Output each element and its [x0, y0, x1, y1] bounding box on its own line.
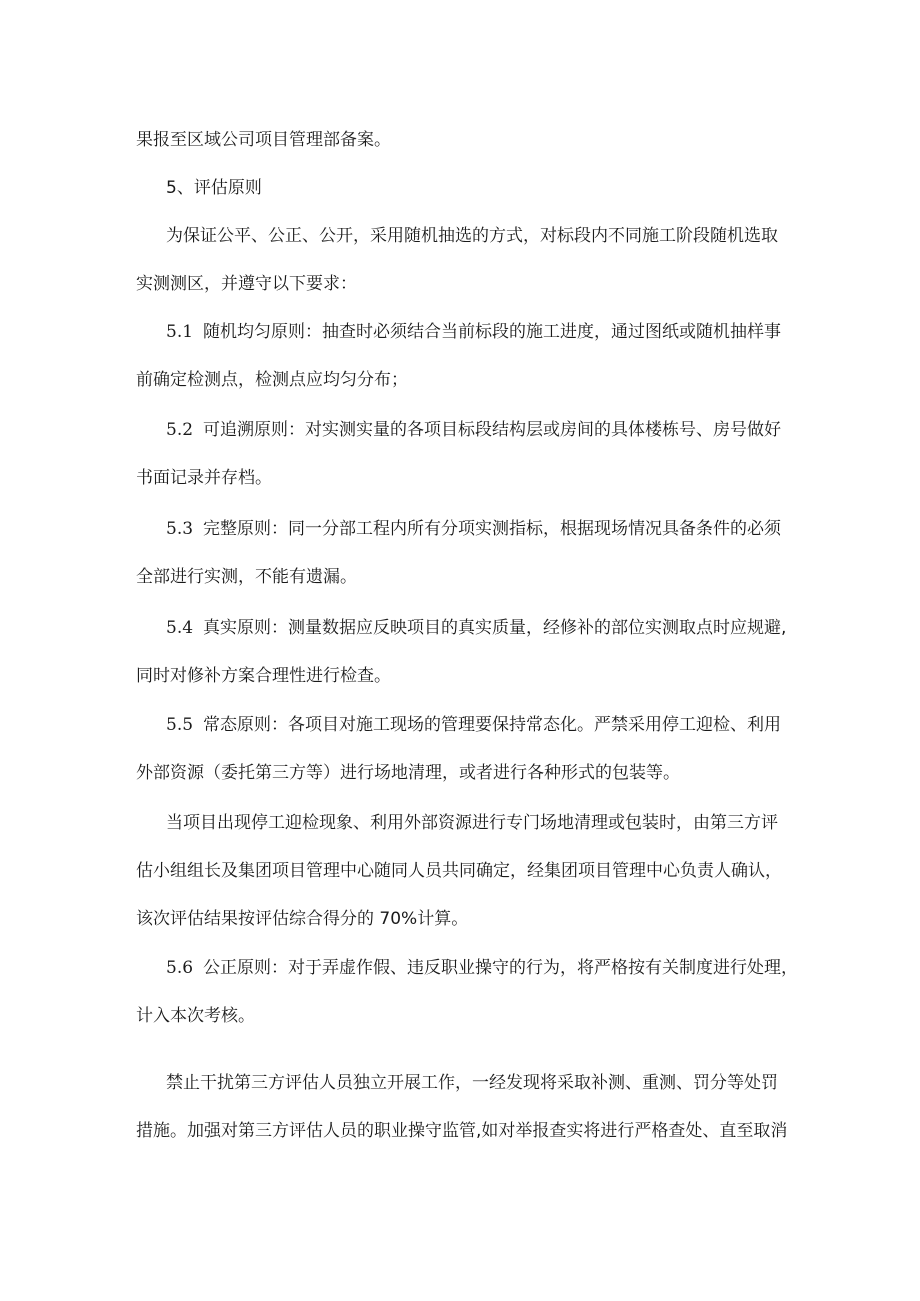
- list-item: [166, 957, 798, 979]
- text-line: 果报至区域公司项目管理部备案。: [136, 130, 391, 150]
- text-line: 该次评估结果按评估综合得分的 70%计算。: [136, 909, 469, 929]
- text-line: 实测测区，并遵守以下要求：: [136, 274, 357, 294]
- text-line: 措施。加强对第三方评估人员的职业操守监管,如对举报查实将进行严格查处、直至取消: [136, 1121, 788, 1141]
- item-number: 5.6: [166, 958, 194, 978]
- text-line: 禁止干扰第三方评估人员独立开展工作，一经发现将采取补测、重测、罚分等处罚: [166, 1073, 778, 1093]
- item-text: 完整原则：同一分部工程内所有分项实测指标，根据现场情况具备条件的必须: [203, 519, 782, 539]
- item-number: 5.2: [166, 420, 194, 440]
- text-line: 全部进行实测，不能有遗漏。: [136, 567, 357, 587]
- text-line: 当项目出现停工迎检现象、利用外部资源进行专门场地清理或包装时，由第三方评: [166, 813, 778, 833]
- text-line: 前确定检测点，检测点应均匀分布；: [136, 370, 408, 390]
- text-line: 外部资源（委托第三方等）进行场地清理，或者进行各种形式的包装等。: [136, 763, 680, 783]
- text-line: 同时对修补方案合理性进行检查。: [136, 666, 391, 686]
- item-text: 公正原则：对于弄虚作假、违反职业操守的行为，将严格按有关制度进行处理，: [203, 958, 799, 978]
- list-item: [166, 617, 786, 639]
- item-number: 5.4: [166, 618, 194, 638]
- list-item: [166, 419, 781, 441]
- text-line: 书面记录并存档。: [136, 468, 272, 488]
- section-heading: 5、评估原则: [166, 178, 262, 198]
- item-text: 真实原则：测量数据应反映项目的真实质量，经修补的部位实测取点时应规避,: [203, 618, 787, 638]
- item-text: 常态原则：各项目对施工现场的管理要保持常态化。严禁采用停工迎检、利用: [203, 715, 782, 735]
- text-line: 为保证公平、公正、公开，采用随机抽选的方式，对标段内不同施工阶段随机选取: [166, 226, 778, 246]
- item-number: 5.5: [166, 715, 194, 735]
- item-number: 5.1: [166, 322, 194, 342]
- list-item: [166, 714, 781, 736]
- text-line: 估小组组长及集团项目管理中心随同人员共同确定，经集团项目管理中心负责人确认，: [136, 861, 782, 881]
- text-line: 计入本次考核。: [136, 1006, 255, 1026]
- item-text: 可追溯原则：对实测实量的各项目标段结构层或房间的具体楼栋号、房号做好: [203, 420, 782, 440]
- list-item: [166, 518, 781, 540]
- item-text: 随机均匀原则：抽查时必须结合当前标段的施工进度，通过图纸或随机抽样事: [203, 322, 782, 342]
- list-item: [166, 321, 781, 343]
- item-number: 5.3: [166, 519, 194, 539]
